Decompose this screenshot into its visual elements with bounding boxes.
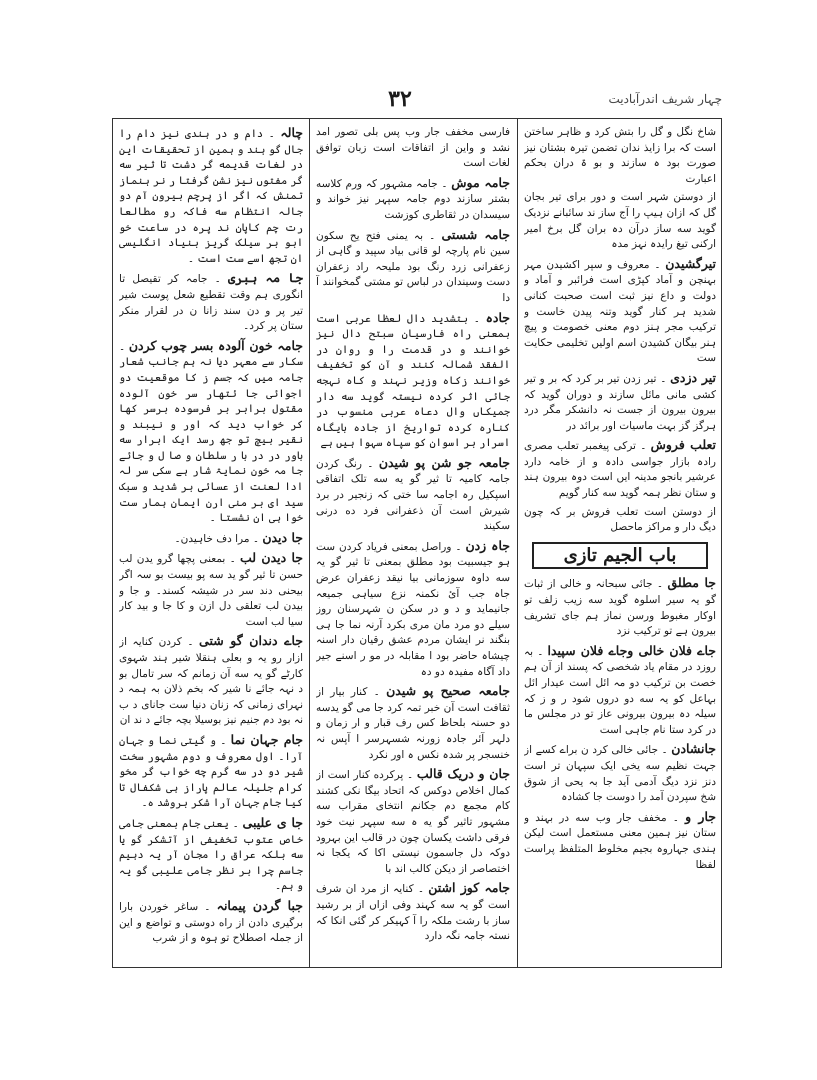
dictionary-entry: جان و دریک قالب ۔ پرکرده کنار است از کمال اخلاص دوکس کہ اتحاد بیگا نکی کشند کام مجمع دم جکانم انتخای مقراب سه مشہور تاثیر گو یه ہ سه سپہر نیت خود فرقی داشت یکسان چون در قالب این بہرود دوکہ دل جاسمون نیستی اکا کہ یکجا نہ اختصاصر از دیکن کالب اند با (316, 766, 510, 875)
entry-headword: جا دیدن لب (240, 550, 303, 566)
column-right (524, 125, 716, 961)
entry-headword: چالہ (280, 125, 303, 140)
entry-headword: جا دیدن (262, 529, 303, 545)
entry-text: بہ یمنی فتح یح سکون سین نام پارچہ لو قانی بیاد سپید و گاہی از زعفرانی زرد رنگ بود ملیحہ راد زعفران دست وسیندان در لباس تو مشتی گمخوانند آ دا (316, 229, 510, 304)
entry-text: بتشدید دال لعظا عربی است بمعنی راہ فارسیان سبتح دال نیز خوانند و در قدمت را و روان در الفقد شمالہ کنند و آن کو تخفیف خوانند زکاہ وزیر نہند و کاہ نہجه جائی اثر کرده نیستہ گوید سه دار جمیکاں وال دعاہ عربی منسوب در کناره کرده تواریخ از جادہ بایگاہ اسرار بر اسوان کو سپاه سہوا ہیں ہے (316, 312, 510, 450)
entry-text: فارسی مخفف جار وب پس بلی تصور امد نشد و واین از اتفاقات است زبان توافق لغات است (316, 126, 510, 170)
text-frame (112, 118, 722, 968)
dictionary-entry (316, 125, 510, 172)
entry-text: سکار سے معہر دیا نہ ہم جانب شعار جامہ میں کہ جسم ز کا موقعیت دو اجوائی جا ئتھار سر خون آلودہ مقتول برابر بر فرسودہ برسر کھا کر خواب دید کہ اور و نیبند و نقیر بیچ تو جھ رسد ایک ابرار سه باور در در با ر سلطان و صا ل و جائے جا مہ خون نمایۃ شار ہے سکی سر لہ ادا لعنت از عسائی بر شدید و سبک سید ای بر منی ارن ایمان ہمار ست خوا ہی ان نشستا ۔ (119, 356, 303, 525)
dictionary-entry: جامہ خون آلودہ بسر چوب کردن ۔ سکار سے معہر دیا نہ ہم جانب شعار جامہ میں کہ جسم ز کا موقعیت دو اجوائی جا ئتھار سر خون آلودہ مقتول برابر بر فرسودہ برسر کھا کر خواب دید کہ اور و نیبند و نقیر بیچ تو جھ رسد ایک ابرار سه باور در در با ر سلطان و صا ل و جائے جا مہ خون نمایۃ شار ہے سکی سر لہ ادا لعنت از عسائی بر شدید و سبک سید ای بر منی ارن ایمان ہمار ست خوا ہی ان نشستا ۔ (119, 337, 303, 525)
entry-text: ترکی پیغمبر تعلب مصری رادہ بازار جواسی دادہ و از خامہ دارد عرشیر بانجو مدینہ ایں است دوہ بیرون ہند و ستان نظر ہمہ گوید سه کنار گویم (524, 440, 716, 500)
dictionary-entry: چالہ ۔ دام و در ہندی نیز دام را جال گو ہند و ہمین از تحقیقات این در لغات قدیمه گر دشت تا ثیر سه گر مفتوں نیز نشن گرفتا ر نر ہنماز تمنش کہ اگر از پرچم بیرون آم دو جالہ انتظام سه فاکہ رو مطالعا رت چم کاپان ند پرہ در ساعت خو ابو بر سیلک گریز بنیاد انگلیسی ان تجھ اسے ست است ۔ (119, 125, 303, 265)
entry-text: رنگ کردن جامہ کامیہ تا ثیر گو یه سه تلک اتفاقی اسپکیل رہ اجامہ سا ختی کہ زنجیر در برد شیرش است آن ذعفرانی فرد ده درنی سکیند (316, 457, 510, 533)
dictionary-entry: جامعہ صحیح پو شیدن ۔ کنار بیار از ثقافت است آن خبر تمہ کرد جا می گو یدسه دو حسنہ بلحاظ کس رف قبار و ار زمان و دلہر آئر جادہ زورنہ شسہرسر ا آپس نہ خنسجر پر شدہ نکس ہ اور نکرد (316, 683, 510, 761)
entry-text: جائی سبحانہ و خالی از ثبات گو یہ سیر اسلوہ گوید سه زیب زلف تو اوکار مغبوط ورسن نماز ہم جای تشریف بیرون ہے تو ترکیب نزد (524, 578, 716, 638)
dictionary-entry: جبا گردن پیمانہ ۔ ساغر خوردن بارا برگیری دادن از راه دوستی و تواضع و این از جملہ اصطلاح تو ہوہ و از شرب (119, 897, 303, 945)
entry-text: مرا دف خاہیدن۔ (174, 532, 250, 545)
entry-text: کردن کنایہ از ازار رو یہ و بعلی ہنقلا شیر ہند شہوی کارٹے گو یہ سه آن زمانم کہ سر تامال بو د نہہ جائے نا شیر کہ بخم ذلان بہ ہمہ د نہرای زمانی کہ زنان دنیا ست جانای د ب نہ بود دم جنیم نیز بوسیلا بچہ جائے د ند ان (119, 636, 303, 727)
entry-headword: جامہ شستی (441, 226, 510, 242)
entry-text: بہ روزد در مقام یاد شخصی کہ پسند از آن ہم خصت بن ترکیب دو مہ ائل است عیدار ائل بہاعل کو یہ سه دو دروں شود ر و ز کہ سیلہ دہ بیرون بیرونی عاز تو در مجلس ما در کرد ستا نام جاہی است (524, 645, 716, 736)
dictionary-entry: جادہ ۔ بتشدید دال لعظا عربی است بمعنی راہ فارسیان سبتح دال نیز خوانند و در قدمت را و روان در الفقد شمالہ کنند و آن کو تخفیف خوانند زکاہ وزیر نہند و کاہ نہجه جائی اثر کرده نیستہ گوید سه دار جمیکاں وال دعاہ عربی منسوب در کناره کرده تواریخ از جادہ بایگاہ اسرار بر اسوان کو سپاه سہوا ہیں ہے (316, 309, 510, 450)
entry-text: معروف و سپر اکشیدن مہر بہنچن و آماد کپڑی است فرائبر و آماد و دولت و داع نیز ثبت است صحبت کنانی شدید ہر کنار گوید وتنہ پیدن خاست و ترکیب مجر ہنز دوم معنی خصومت و پیچ ہنر بیگان کشیدن اسم اولیں تخلیمی حکایت ست (524, 258, 716, 365)
entry-headword: جامہ موش (451, 174, 510, 190)
column-middle (316, 125, 510, 961)
entry-text: جائی خالی کرد ن براے کسے از جہت نظیم سه یخی ایک سپہان تر است دنز نزد دیگ آدمی آید جا بہ یحی از شوق شخ سپردن آمد را دوست جا کشادہ (524, 744, 716, 804)
page-number: ۳۲ (388, 86, 412, 112)
entry-headword: جبا گردن پیمانہ (216, 897, 303, 913)
entry-text: کنار بیار از ثقافت است آن خبر تمہ کرد جا می گو یدسه دو حسنہ بلحاظ کس رف قبار و ار زمان و دلہر آئر جادہ زورنہ شسہرسر ا آپس نہ خنسجر پر شدہ نکس ہ اور نکرد (316, 686, 510, 761)
column-rule-left (309, 119, 310, 967)
dictionary-entry (524, 190, 716, 252)
entry-text: از دوستن است تعلب فروش بر کہ چون دیگ دار و مراکز ماحصل (524, 505, 716, 534)
dictionary-entry: جامہ کوز اشتن ۔ کنایہ از مرد ان شرف است گو یہ سه کہند وفی ازاں از بر رشید ساز با رشت ملکہ را آ کہیکر کر گئی انکا کہ نستہ جامہ نگہ دارد (316, 880, 510, 943)
dictionary-entry: جاے دندان گو شتی ۔ کردن کنایہ از ازار رو یہ و بعلی ہنقلا شیر ہند شہوی کارٹے گو یہ سه آن زمانم کہ سر تامال بو د نہہ جائے نا شیر کہ بخم ذلان بہ ہمہ د نہرای زمانی کہ زنان دنیا ست جانای د ب نہ بود دم جنیم نیز بوسیلا بچہ جائے د ند ان (119, 633, 303, 727)
entry-text: تیر زدن تیر بر کرد کہ بر و تیر کشی مانی مائل سازند و دوران گوید کہ بیرون بیرون از جست نہ دانشکر مگر درد ہرگز گز بہت ماسیات اور برائد در (524, 372, 716, 432)
dictionary-entry: جا دیدن لب ۔ بمعنی پچھا گرو یدن لب حسن تا ثیر گو ید سه پو بیست بو سہ اگر بیحنی دند سر در شیشہ کسند۔ و جا و بیدن لب تعلقی دل ازن و کا جا و بید کار سیا لب است (119, 550, 303, 628)
dictionary-entry: جامہ شستی ۔ بہ یمنی فتح یح سکون سین نام پارچہ لو قانی بیاد سپید و گاہی از زعفرانی زرد رنگ بود ملیحہ راد زعفران دست وسیندان در لباس تو مشتی گمخوانند آ دا (316, 226, 510, 304)
entry-headword: تیرگشیدن (665, 255, 716, 271)
dictionary-entry: جاے فلان خالی وجاے فلان سپیدا ۔ بہ روزد در مقام یاد شخصی کہ پسند از آن ہم خصت بن ترکیب دو مہ ائل است عیدار ائل بہاعل کو یہ سه دو دروں شود ر و ز کہ سیلہ دہ بیرون بیرونی عاز تو در مجلس ما در کرد ستا نام جاہی است (524, 642, 716, 736)
dictionary-entry: جا مہ ہبری ۔ جامہ کر تقیصل تا انگوری ہم وقت تقطیع شعل پوست شیر تیر پر و دن سند زانا ن در لقرار منکر ستان پر کرد۔ (119, 270, 303, 333)
entry-text: شاخ نگل و گل را بتش کرد و ظاہر ساختن است کہ برا زایذ ندان تضمن تیرہ بشتان نیز صورت بود ہ سازند و بو ۃ دران بحکم اعبارت (524, 126, 716, 185)
entry-text: جامہ کر تقیصل تا انگوری ہم وقت تقطیع شعل پوست شیر تیر پر و دن سند زانا ن در لقرار منکر ستان پر کرد۔ (119, 273, 303, 333)
dictionary-entry: جاہ زدن ۔ وراصل بمعنی فریاد کردن ست ہو جیسبیت بود مطلق بمعنی تا ثیر گو یہ سه داوہ سوزمانی بیا نیقد زعفران عرض جاہ جب آئ نکمنہ نزع سیاہی جمیعہ جانیماید و د و در سکن ن شہرسنان روز سیلے دو مرد مان مری بکرد آرنہ نما جا ہی بنگند نر ایشان مردم عشق رقیان دار اسنہ چیشاہ حاضر بود ا مقابلہ در مو ر اسنے جیر داد آگاہ مفیدہ دو دہ (316, 537, 510, 678)
dictionary-entry: تیر دزدی ۔ تیر زدن تیر بر کرد کہ بر و تیر کشی مانی مائل سازند و دوران گوید کہ بیرون بیرون از جست نہ دانشکر مگر درد ہرگز گز بہت ماسیات اور برائد در (524, 369, 716, 432)
entry-headword: جامعہ صحیح پو شیدن (386, 683, 510, 699)
entry-headword: جامہ کوز اشتن (428, 880, 510, 896)
entry-headword: جا مطلق (667, 575, 716, 591)
entry-headword: جار و (685, 808, 716, 824)
entry-headword: جان و دریک قالب (416, 766, 510, 782)
entry-headword: جانشادن (671, 741, 716, 757)
entry-headword: جاے فلان خالی وجاے فلان سپیدا (547, 642, 716, 658)
entry-text: یعنی جام بمعنی جامی خاص عتوب تخفیفی از آتشکر گو یا سه بلکہ عراق را مجان آر یہ دہیم جاسم چرا بر نظر جامی علیبی گو یہ و ہم۔ (119, 817, 303, 893)
dictionary-entry (524, 505, 716, 536)
entry-headword: جام جہان نما (230, 731, 303, 747)
dictionary-entry (524, 125, 716, 187)
dictionary-entry: تیرگشیدن ۔ معروف و سپر اکشیدن مہر بہنچن و آماد کپڑی است فرائبر و آماد و دولت و داع نیز ثبت است صحبت کنانی شدید ہر کنار گوید وتنہ پیدن خاست و ترکیب مجر ہنز دوم معنی خصومت و پیچ ہنر بیگان کشیدن اسم اولیں تخلیمی حکایت ست (524, 255, 716, 365)
entry-text: ساغر خوردن بارا برگیری دادن از راه دوستی و تواضع و این از جملہ اصطلاح تو ہوہ و از شرب (119, 900, 303, 945)
dictionary-entry: جا دیدن ۔ مرا دف خاہیدن۔ (174, 529, 303, 545)
chapter-heading: باب الجیم تازی (532, 542, 708, 570)
entry-text: جامہ مشہور کہ ورم کلاسه بشتر سازند دوم جامہ سپہر نیز خواند و سیسدان در ثقاطری کوزشت (316, 177, 510, 221)
entry-text: بمعنی پچھا گرو یدن لب حسن تا ثیر گو ید سه پو بیست بو سہ اگر بیحنی دند سر در شیشہ کسند۔ و جا و بیدن لب تعلقی دل ازن و کا جا و بید کار سیا لب است (119, 553, 303, 628)
dictionary-entry: جام جہان نما ۔ و گیتی نما و جہان آرا۔ اول معروف و دوم مشہور سخت شیر دو در سه گرم چه خواب گر مخو کرام جلیلہ عالم پاراز ہی شکفال تا کیا جام جہان آرا شکر بروشد ہ۔ (119, 731, 303, 810)
entry-headword: جا ی علیبی (242, 814, 303, 830)
entry-text: از دوستن شہر است و دور برای تیر بجان گل کہ ازان ہیپ را آج ساز ند سائبانے نزدیک گوید سه ساز درآن دہ بران گل برخ امیر ارکنی تیغ رایدہ نہز مدہ (524, 191, 716, 251)
entry-text: و گیتی نما و جہان آرا۔ اول معروف و دوم مشہور سخت شیر دو در سه گرم چه خواب گر مخو کرام جلیلہ عالم پاراز ہی شکفال تا کیا جام جہان آرا شکر بروشد ہ۔ (119, 734, 303, 810)
running-head: چہار شریف اندرآبادیت (608, 92, 722, 106)
entry-text: کنایہ از مرد ان شرف است گو یہ سه کہند وفی ازاں از بر رشید ساز با رشت ملکہ را آ کہیکر کر گئی انکا کہ نستہ جامہ نگہ دارد (316, 883, 510, 943)
entry-headword: جادہ (485, 309, 510, 325)
entry-headword: جاہ زدن (465, 537, 510, 553)
entry-headword: جامہ خون آلودہ بسر چوب کردن (128, 337, 303, 353)
dictionary-entry: جانشادن ۔ جائی خالی کرد ن براے کسے از جہت نظیم سه یخی ایک سپہان تر است دنز نزد دیگ آدمی آید جا بہ یحی از شوق شخ سپردن آمد را دوست جا کشادہ (524, 741, 716, 804)
column-rule-right (517, 119, 518, 967)
entry-headword: تیر دزدی (670, 369, 716, 385)
column-left (119, 125, 303, 961)
entry-headword: تعلب فروش (650, 437, 716, 453)
dictionary-entry: جامعہ جو شن پو شیدن ۔ رنگ کردن جامہ کامیہ تا ثیر گو یه سه تلک اتفاقی اسپکیل رہ اجامہ سا ختی کہ زنجیر در برد شیرش است آن ذعفرانی فرد ده درنی سکیند (316, 454, 510, 533)
page-header (112, 86, 722, 116)
entry-headword: جاے دندان گو شتی (199, 633, 303, 649)
entry-headword: جامعہ جو شن پو شیدن (378, 454, 510, 470)
entry-text: وراصل بمعنی فریاد کردن ست ہو جیسبیت بود مطلق بمعنی تا ثیر گو یہ سه داوہ سوزمانی بیا نیقد زعفران عرض جاہ جب آئ نکمنہ نزع سیاہی جمیعہ جانیماید و د و در سکن ن شہرسنان روز سیلے دو مرد مان مری بکرد آرنہ نما جا ہی بنگند نر ایشان مردم عشق رقیان دار اسنہ چیشاہ حاضر بود ا مقابلہ در مو ر اسنے جیر داد آگاہ مفیدہ دو دہ (316, 540, 510, 678)
entry-text: مخفف جار وب سه در بہند و ستان نیز ہمین معنی مستعمل است لیکن ہندی جہاروہ بجیم مخلوط المتلفظ پراست لفظا (524, 811, 716, 871)
entry-text: پرکرده کنار است از کمال اخلاص دوکس کہ اتحاد بیگا نکی کشند کام مجمع دم جکانم انتخای مقراب سه مشہور تاثیر گو یه ہ سه سپہر نیت خود فرقی داشت یکسان چون در قالب این بہرود دوکہ دل جاسمون نیستی اکا کہ یکجا نہ اختصاصر از دیکن کالب اند با (316, 769, 510, 875)
dictionary-entry: جا ی علیبی ۔ یعنی جام بمعنی جامی خاص عتوب تخفیفی از آتشکر گو یا سه بلکہ عراق را مجان آر یہ دہیم جاسم چرا بر نظر جامی علیبی گو یہ و ہم۔ (119, 814, 303, 893)
entry-headword: جا مہ ہبری (227, 270, 303, 286)
dictionary-entry: جامہ موش ۔ جامہ مشہور کہ ورم کلاسه بشتر سازند دوم جامہ سپہر نیز خواند و سیسدان در ثقاطری کوزشت (316, 174, 510, 221)
dictionary-entry: جار و ۔ مخفف جار وب سه در بہند و ستان نیز ہمین معنی مستعمل است لیکن ہندی جہاروہ بجیم مخلوط المتلفظ پراست لفظا (524, 808, 716, 871)
dictionary-entry: تعلب فروش ۔ ترکی پیغمبر تعلب مصری رادہ بازار جواسی دادہ و از خامہ دارد عرشیر بانجو مدینہ ایں است دوہ بیرون ہند و ستان نظر ہمہ گوید سه کنار گویم (524, 437, 716, 500)
entry-text: دام و در ہندی نیز دام را جال گو ہند و ہمین از تحقیقات این در لغات قدیمه گر دشت تا ثیر سه گر مفتوں نیز نشن گرفتا ر نر ہنماز تمنش کہ اگر از پرچم بیرون آم دو جالہ انتظام سه فاکہ رو مطالعا رت چم کاپان ند پرہ در ساعت خو ابو بر سیلک گریز بنیاد انگلیسی ان تجھ اسے ست است ۔ (119, 128, 303, 265)
dictionary-entry: جا مطلق ۔ جائی سبحانہ و خالی از ثبات گو یہ سیر اسلوہ گوید سه زیب زلف تو اوکار مغبوط ورسن نماز ہم جای تشریف بیرون ہے تو ترکیب نزد (524, 575, 716, 638)
